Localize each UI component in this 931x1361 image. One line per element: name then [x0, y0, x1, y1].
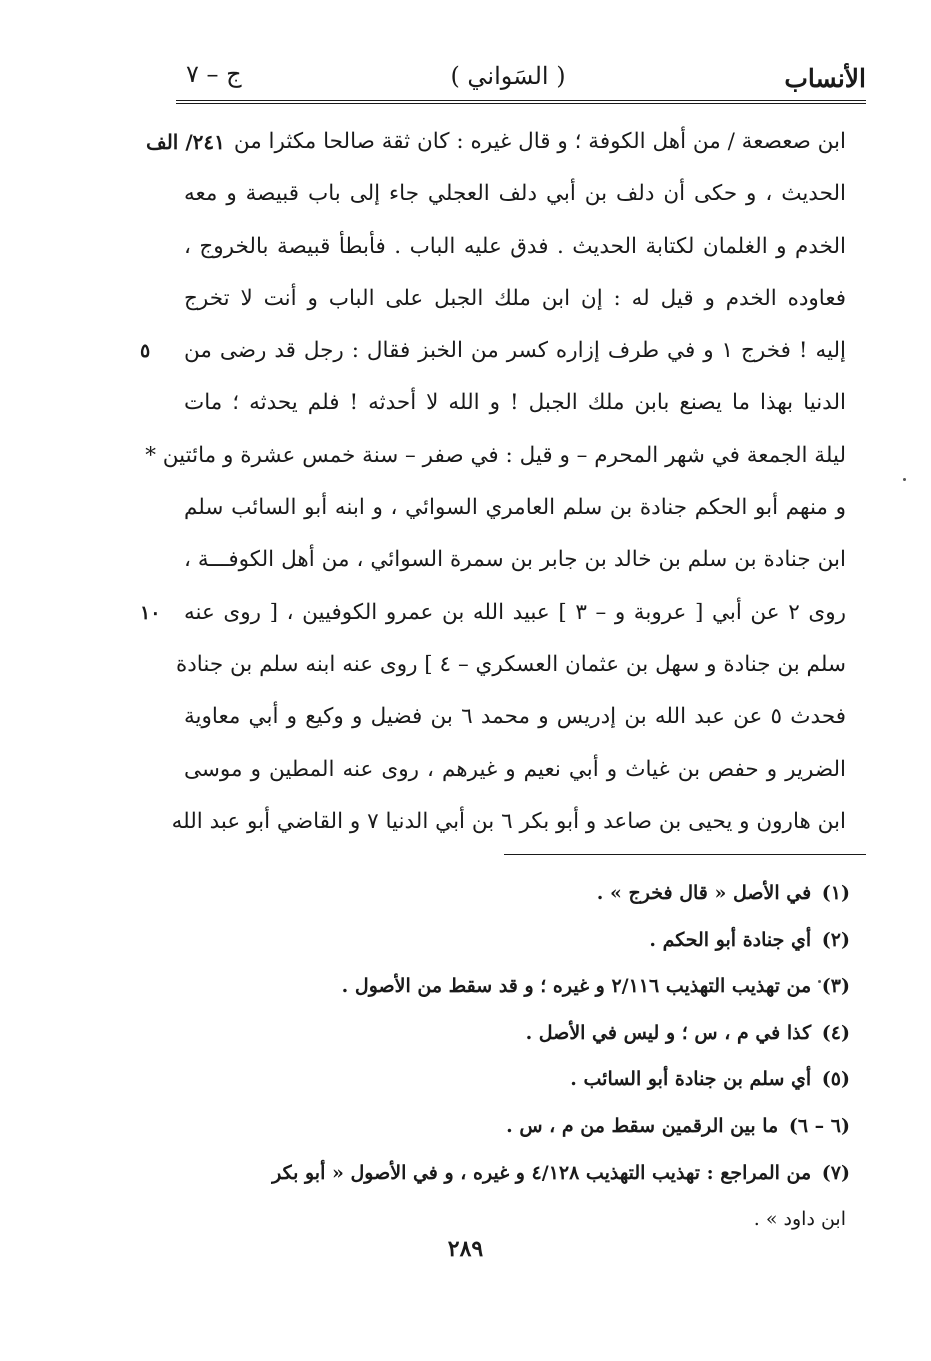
footnote-number: (٢)	[821, 928, 850, 951]
footnote-text: أي جنادة أبو الحكم .	[649, 928, 812, 951]
page-number: ٢٨٩	[447, 1236, 484, 1262]
line-number: ١٠	[140, 601, 161, 624]
header-book-title: الأنساب	[784, 64, 866, 93]
header-volume: ج – ٧	[186, 60, 242, 88]
footnote	[150, 963, 850, 1010]
running-header	[150, 58, 866, 102]
line-text: الدنيا بهذا ما يصنع بابن ملك الجبل ! و الله لا أحدثه ! فلم يحدثه ؛ مات	[184, 390, 846, 416]
footnote-text: من المراجع : تهذيب التهذيب ٤/١٢٨ و غيره ، و في الأصول « أبو بكر	[272, 1161, 812, 1184]
footnote	[150, 1103, 850, 1150]
line-number: ٥	[140, 340, 151, 363]
footnote-number: (٧)	[821, 1161, 850, 1184]
footnote-text: ما بين الرقمين سقط من م ، س .	[506, 1114, 779, 1137]
scan-speck	[903, 478, 906, 481]
line-text: فعاوده الخدم و قيل له : إن ابن ملك الجبل على الباب و أنت لا تخرج	[184, 285, 846, 311]
line-text: سلم بن جنادة و سهل بن عثمان العسكري – ٤ ] روى عنه ابنه سلم بن جنادة	[175, 651, 846, 677]
footnote-text: كذا في م ، س ؛ و ليس في الأصل .	[525, 1021, 812, 1044]
line-text: الضرير و حفص بن غياث و أبي نعيم و غيرهم ، روى عنه المطين و موسى	[184, 756, 846, 782]
line-text: فحدث ٥ عن عبد الله بن إدريس و محمد ٦ بن فضيل و وكيع و أبي معاوية	[184, 704, 846, 730]
text-line	[150, 482, 870, 534]
footnote	[150, 1056, 850, 1103]
footnote-number: (٤)	[821, 1021, 850, 1044]
line-text: ابن صعصعة / من أهل الكوفة ؛ و قال غيره : كان ثقة صالحا مكثرا من	[233, 129, 846, 154]
line-text: الحديث ، و حكى أن دلف بن أبي دلف العجلي جاء إلى باب قبيصة و معه	[184, 181, 846, 207]
line-text: ابن هارون و يحيى بن صاعد و أبو بكر ٦ بن أبي الدنيا ٧ و القاضي أبو عبد الله	[171, 808, 846, 834]
line-text: و منهم أبو الحكم جنادة بن سلم العامري السوائي ، و ابنه أبو السائب سلم	[184, 495, 846, 521]
line-text: روى ٢ عن أبي [ عروبة و – ٣ ] عبيد الله بن عمرو الكوفيين ، [ روى عنه	[184, 599, 846, 625]
text-line	[145, 430, 870, 482]
footnote	[150, 1150, 850, 1197]
line-text: إليه ! فخرج ١ و في طرف إزاره كسر من الخبز فقال : رجل قد رضى من	[184, 338, 846, 364]
text-line	[150, 168, 870, 220]
text-line	[140, 325, 870, 377]
footnote	[150, 870, 850, 917]
text-line	[150, 691, 870, 743]
footnote-number: (٦ – ٦)	[788, 1114, 850, 1137]
footnote-text: من تهذيب التهذيب ٢/١١٦ و غيره ؛ و قد سقط من الأصول .	[341, 975, 812, 998]
scan-speck	[818, 980, 821, 983]
line-text: ابن جنادة بن سلم بن خالد بن جابر بن سمرة السوائي ، من أهل الكوفـــة ،	[184, 547, 846, 573]
footnote-text: ابن داود » .	[753, 1208, 846, 1231]
text-line	[150, 796, 870, 848]
text-line	[150, 377, 870, 429]
folio-note: ٢٤١/ الف	[146, 130, 225, 154]
footnote-number: (٣)	[821, 975, 850, 998]
text-line	[150, 273, 870, 325]
line-text: الخدم و الغلمان لكتابة الحديث . فدق عليه الباب . فأبطأ قبيصة بالخروج ،	[184, 233, 846, 259]
footnote-text: أي سلم بن جنادة أبو السائب .	[570, 1068, 812, 1091]
footnote-number: (٥)	[821, 1068, 850, 1091]
header-rule	[176, 100, 866, 104]
text-line	[150, 534, 870, 586]
footnote-rule	[504, 854, 866, 855]
text-line	[150, 744, 870, 796]
footnotes	[150, 870, 850, 1243]
footnote-text: في الأصل « قال فخرج » .	[596, 882, 812, 904]
text-line	[140, 587, 870, 639]
main-text	[140, 116, 870, 848]
footnote	[150, 1010, 850, 1057]
header-section-title: ( السَواني )	[450, 62, 566, 90]
text-line	[150, 639, 870, 691]
text-line	[146, 116, 870, 168]
footnote-number: (١)	[821, 882, 850, 904]
footnote	[150, 917, 850, 964]
text-line	[150, 221, 870, 273]
line-text: ليلة الجمعة في شهر المحرم – و قيل : في صفر – سنة خمس عشرة و مائتين *	[145, 442, 846, 468]
